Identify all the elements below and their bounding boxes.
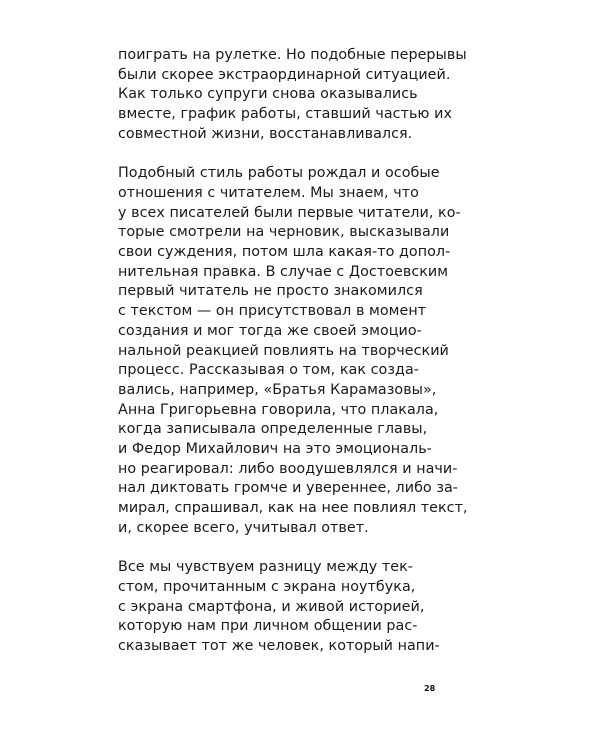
text-line: когда записывала определенные главы, <box>118 421 428 438</box>
text-line: но реагировал: либо воодушевлялся и начи- <box>118 460 458 477</box>
text-line: были скорее экстраординарной ситуацией. <box>118 66 451 83</box>
text-line: мирал, спрашивал, как на нее повлиял текст, <box>118 500 468 517</box>
text-line: Как только супруги снова оказывались <box>118 86 418 103</box>
text-line: создания и мог тогда же своей эмоцио- <box>118 322 422 339</box>
text-line: совместной жизни, восстанавливался. <box>118 125 413 142</box>
text-line: и, скорее всего, учитывал ответ. <box>118 519 369 536</box>
text-line: свои суждения, потом шла какая-то допол- <box>118 244 451 261</box>
text-line: вместе, график работы, ставший частью их <box>118 106 452 123</box>
text-line: Все мы чувствуем разницу между тек- <box>118 559 413 576</box>
text-line: нальной реакцией повлиять на творческий <box>118 342 449 359</box>
text-line: торые смотрели на черновик, высказывали <box>118 224 450 241</box>
text-line: стом, прочитанным с экрана ноутбука, <box>118 578 416 595</box>
text-line: у всех писателей были первые читатели, ко- <box>118 204 461 221</box>
paragraph-2 <box>118 164 468 538</box>
text-line: процесс. Рассказывая о том, как созда- <box>118 362 419 379</box>
body-text <box>118 46 468 676</box>
paragraph-3 <box>118 558 458 657</box>
text-line: нал диктовать громче и увереннее, либо за- <box>118 480 458 497</box>
text-line: поиграть на рулетке. Но подобные перерывы <box>118 47 467 63</box>
text-line: вались, например, «Братья Карамазовы», <box>118 381 437 398</box>
text-line: первый читатель не просто знакомился <box>118 283 423 300</box>
text-line: сказывает тот же человек, который напи- <box>118 638 440 655</box>
page-number: 28 <box>424 684 436 693</box>
text-line: нительная правка. В случае с Достоевским <box>118 263 449 280</box>
text-line: отношения с читателем. Мы знаем, что <box>118 184 419 201</box>
paragraph-1 <box>118 46 467 145</box>
text-line: с текстом — он присутствовал в момент <box>118 303 427 320</box>
text-line: которую нам при личном общении рас- <box>118 618 418 635</box>
text-line: Подобный стиль работы рождал и особые <box>118 165 440 182</box>
text-line: и Федор Михайлович на это эмоциональ- <box>118 441 432 458</box>
text-line: с экрана смартфона, и живой историей, <box>118 598 425 615</box>
text-line: Анна Григорьевна говорила, что плакала, <box>118 401 439 418</box>
